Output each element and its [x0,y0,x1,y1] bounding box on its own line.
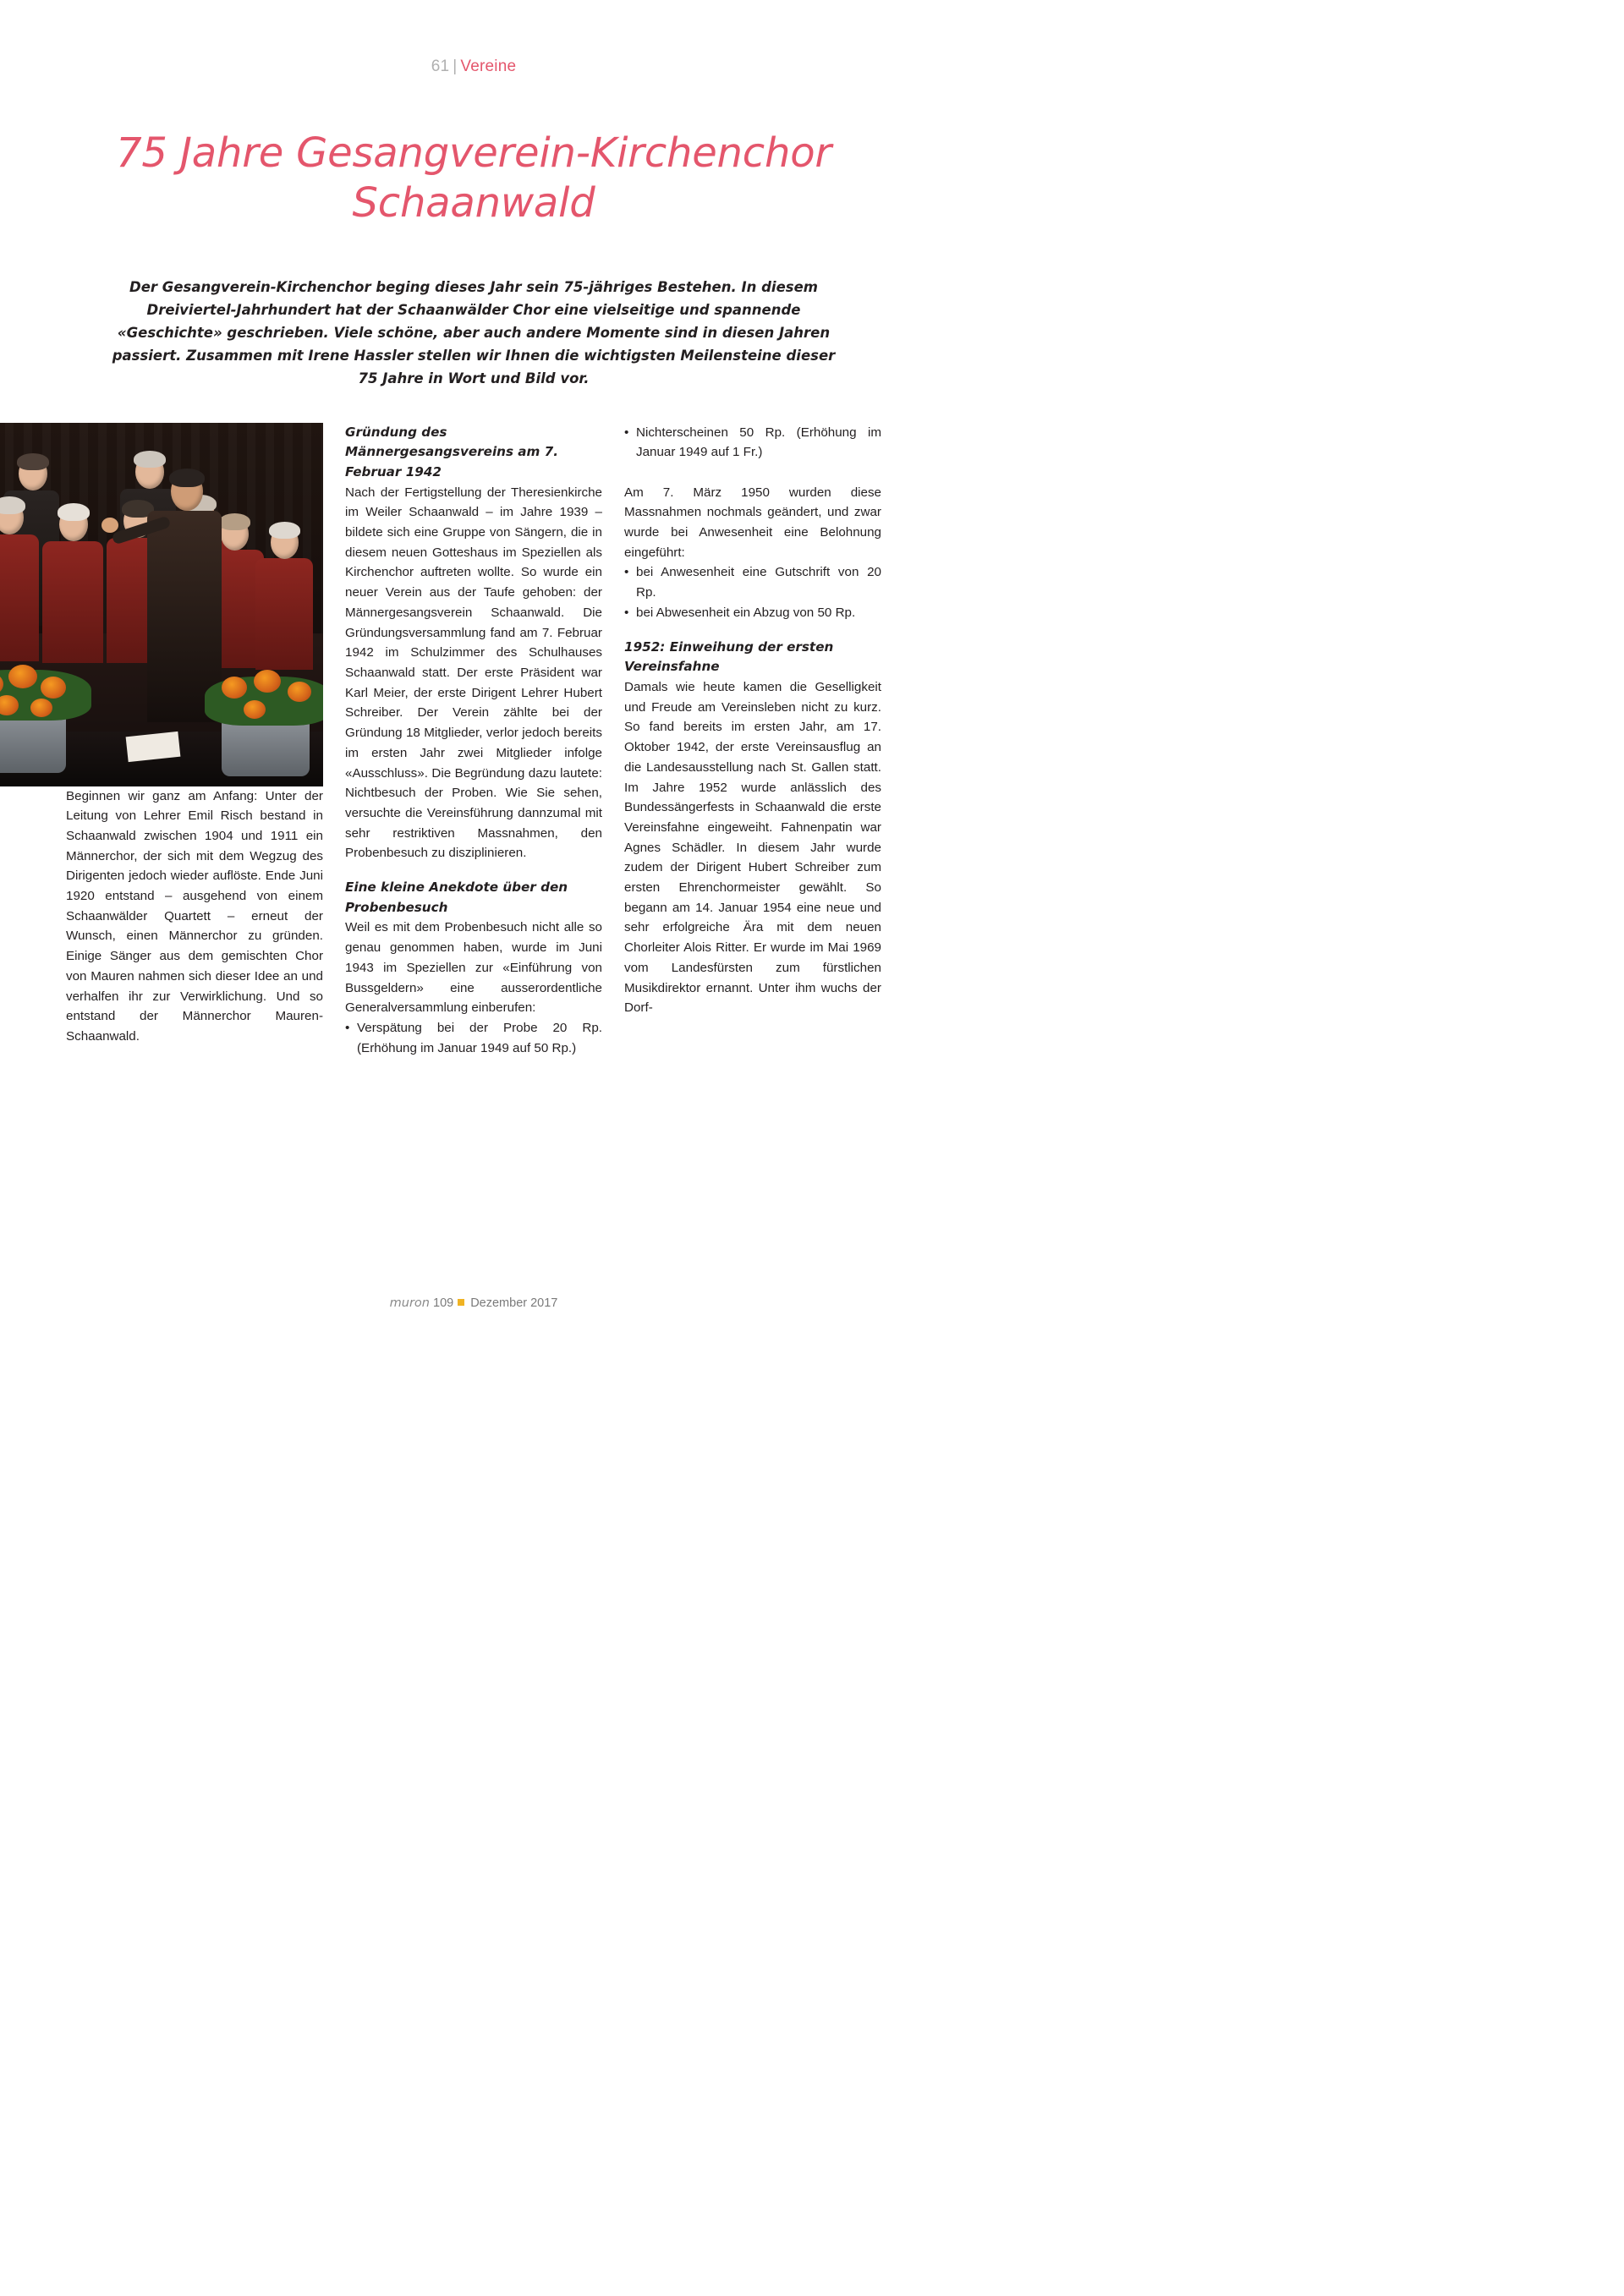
article-title: 75 Jahre Gesangverein-Kirchenchor Schaanwald [116,129,831,227]
chorister-body [42,541,103,663]
flower-pot [0,712,66,773]
paragraph-vereinsfahne: Damals wie heute kamen die Geselligkeit und Freude am Vereinsleben nicht zu kurz. So fand bereits im ersten Jahr, am 17. Oktober 1942, der erste Vereinsausflug an die Landesausstellung nach St. Gallen statt. Im Jahre 1952 wurde anlässlich des Bundessängerfests in Schaanwald die erste Vereinsfahne eingeweiht. Fahnenpatin war Agnes Schädler. In diesem Jahr wurde zudem der Dirigent Hubert Schreiber zum ersten Ehrenchormeister gewählt. So begann am 14. Januar 1954 eine neue und sehr erfolgreiche Ära mit dem neuen Chorleiter Alois Ritter. Er wurde im Mai 1969 vom Landesfürsten zum fürstlichen Musikdirektor ernannt. Unter ihm wuchs der Dorf- [624,679,881,1016]
intro-paragraph: Beginnen wir ganz am Anfang: Unter der Leitung von Lehrer Emil Risch bestand in Schaanwald zwischen 1904 und 1911 ein Männerchor, der sich mit dem Wegzug des Dirigenten jedoch wieder auflöste. Ende Juni 1920 entstand – ausgehend von einem Schaanwälder Quartett – erneut der Wunsch, einen Männerchor zu gründen. Einige Sänger aus dem gemischten Chor von Mauren nahmen sich dieser Idee an und verhalfen ihr zur Verwirklichung. Und so entstand der Männerchor Mauren-Schaanwald. [66,788,323,1044]
flower-blossom [254,670,281,693]
running-head-separator: | [453,58,458,75]
chorister-body [255,558,313,670]
flower-blossom [41,677,66,699]
chorister-hair [58,503,90,521]
flower-blossom [244,700,266,719]
flower-blossom [222,677,247,699]
list-item: • bei Anwesenheit eine Gutschrift von 20 Rp. [624,562,881,602]
subheading-vereinsfahne: 1952: Einweihung der ersten Vereinsfahne [624,638,834,675]
footer-publication: muron [389,1296,430,1310]
list-item: • bei Abwesenheit ein Abzug von 50 Rp. [624,603,881,623]
conductor-hair [169,469,205,487]
page-number: 61 [431,58,450,75]
flower-pot [222,719,310,776]
footer-square-icon [458,1299,464,1306]
chorister-body [0,534,39,661]
subheading-gruendung: Gründung des Männergesangsvereins am 7. Februar 1942 [345,424,558,479]
footer-issue: 109 [433,1296,454,1310]
flower-blossom [30,699,52,717]
paragraph-gruendung: Nach der Fertigstellung der Theresienkirche im Weiler Schaanwald – im Jahre 1939 – bildete sich eine Gruppe von Sängern, die in diesem neuen Gotteshaus im Speziellen als Kirchenchor auftreten wollte. So wurde ein neuer Verein aus der Taufe gehoben: der Männergesangsverein Schaanwald. Die Gründungsversammlung fand am 7. Februar 1942 im Schulzimmer des Schulhauses Schaanwald statt. Der erste Präsident war Karl Meier, der erste Dirigent Lehrer Hubert Schreiber. Der Verein zählte bei der Gründung 18 Mitglieder, verlor jedoch bereits im ersten Jahr zwei Mitglieder infolge «Ausschluss». Die Begründung dazu lautete: Nichtbesuch der Proben. Wie Sie sehen, versuchte die Vereinsführung dannzumal mit sehr restriktiven Massnahmen, den Probenbesuch zu disziplinieren. [345,485,602,861]
chorister-hair [219,513,250,530]
magazine-page [0,0,947,1339]
chorister-hair [17,453,49,470]
list-item: • Nichterscheinen 50 Rp. (Erhöhung im Januar 1949 auf 1 Fr.) [624,423,881,463]
footer-date: Dezember 2017 [470,1296,558,1310]
article-body [66,423,881,1059]
chorister-hair [269,522,300,539]
paragraph-massnahmen: Am 7. März 1950 wurden diese Massnahmen nochmals geändert, und zwar wurde bei Anwesenheit eine Belohnung eingeführt: [624,485,881,560]
flower-blossom [288,682,311,702]
score-sheet [126,731,181,761]
page-footer [0,1296,947,1310]
paragraph-anekdote: Weil es mit dem Probenbesuch nicht alle so genau genommen haben, wurde im Juni 1943 im Speziellen zur «Einführung von Bussgeldern» eine ausserordentliche Generalversammlung einberufen: [345,920,602,1016]
bullet-list-belohnung [624,562,881,622]
conductor-hand [102,518,118,533]
running-head [66,0,881,76]
chorister-hair [134,451,166,468]
article-lead: Der Gesangverein-Kirchenchor beging dieses Jahr sein 75-jähriges Bestehen. In diesem Dreiviertel-Jahrhundert hat der Schaanwälder Chor eine vielseitige und spannende «Geschichte» geschrieben. Viele schöne, aber auch andere Momente sind in diesen Jahren passiert. Zusammen mit Irene Hassler stellen wir Ihnen die wichtigsten Meilensteine dieser 75 Jahre in Wort und Bild vor. [112,279,836,386]
section-label: Vereine [460,58,517,75]
flower-blossom [8,665,37,688]
spacer [624,463,881,483]
choir-photo [0,423,323,786]
text-columns [66,423,881,1059]
subheading-anekdote: Eine kleine Anekdote über den Probenbesuch [345,879,568,915]
list-item: • Verspätung bei der Probe 20 Rp. (Erhöhung im Januar 1949 auf 50 Rp.) [345,1018,602,1058]
